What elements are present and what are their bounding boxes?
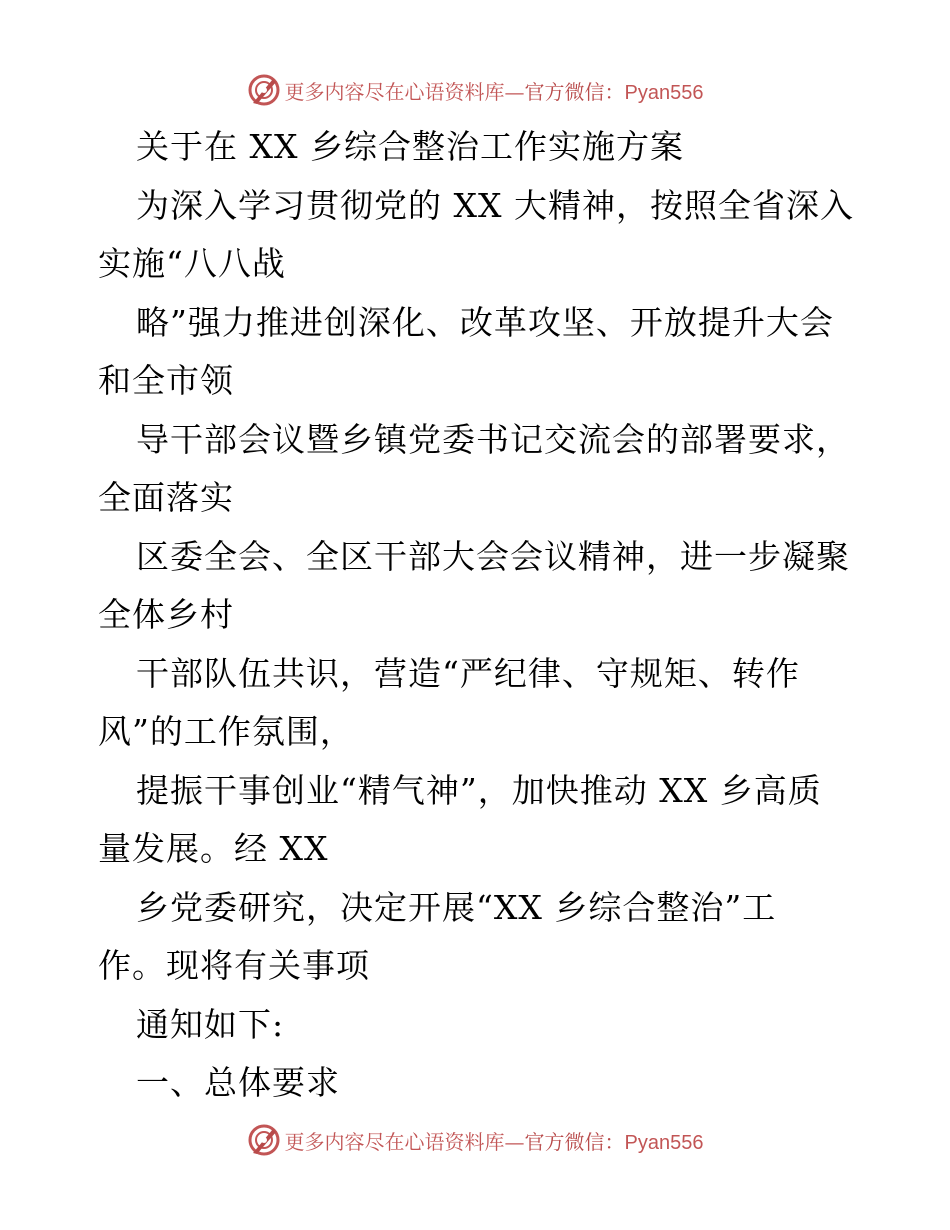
text-line: 略”强力推进创深化、改革攻坚、开放提升大会	[136, 302, 834, 342]
watermark-wechat-id: Pyan556	[624, 81, 704, 104]
text-line: 通知如下:	[136, 1004, 285, 1044]
text-line: 为深入学习贯彻党的 XX 大精神，按照全省深入	[136, 185, 854, 225]
watermark-text	[285, 1126, 704, 1155]
watermark-cn-text: 更多内容尽在心语资料库—	[284, 79, 525, 104]
quill-logo-icon	[247, 1123, 281, 1157]
text-line: 区委全会、全区干部大会会议精神，进一步凝聚	[136, 536, 850, 576]
watermark-text	[285, 76, 704, 105]
footer-watermark	[0, 1120, 950, 1160]
text-line: 干部队伍共识，营造“严纪律、守规矩、转作	[136, 653, 800, 693]
header-watermark	[0, 70, 950, 110]
watermark-official-label: 官方微信：	[524, 1129, 625, 1154]
text-line: 作。现将有关事项	[98, 946, 370, 985]
text-line: 量发展。经 XX	[98, 829, 329, 868]
text-line: 提振干事创业“精气神”，加快推动 XX 乡高质	[136, 770, 822, 810]
watermark-official-label: 官方微信：	[524, 79, 625, 104]
text-line: 全体乡村	[98, 595, 234, 634]
text-line: 实施“八八战	[98, 244, 286, 283]
document-body	[98, 118, 858, 1113]
text-line: 风”的工作氛围，	[98, 712, 354, 751]
watermark-wechat-id: Pyan556	[624, 1131, 704, 1154]
text-line: 导干部会议暨乡镇党委书记交流会的部署要求，	[136, 419, 850, 459]
text-line: 乡党委研究，决定开展“XX 乡综合整治”工	[136, 887, 777, 927]
quill-logo-icon	[247, 73, 281, 107]
section-heading: 一、总体要求	[136, 1063, 340, 1102]
document-title: 关于在 XX 乡综合整治工作实施方案	[136, 127, 684, 166]
text-line: 全面落实	[98, 478, 234, 517]
text-line: 和全市领	[98, 361, 234, 400]
watermark-cn-text: 更多内容尽在心语资料库—	[284, 1129, 525, 1154]
